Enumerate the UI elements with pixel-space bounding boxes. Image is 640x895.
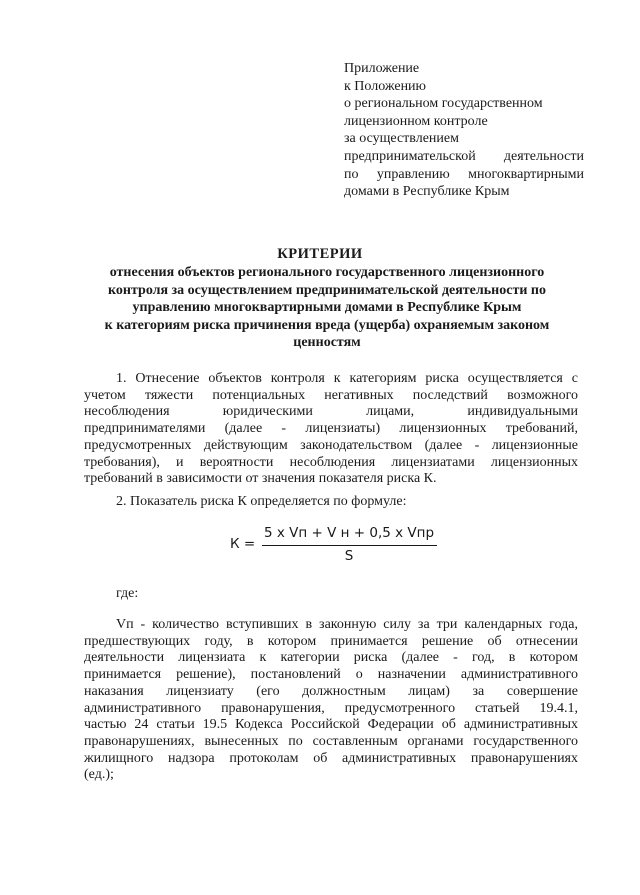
subtitle-line: контроля за осуществлением предпринимательской деятельности по [108, 282, 546, 298]
paragraph-line: правонарушениях, вынесенных по составленным органами государственного [84, 733, 578, 749]
paragraph-1 [84, 371, 578, 488]
appendix-line: домами в Республике Крым [344, 184, 510, 200]
where-label: где: [116, 586, 139, 601]
fraction-bar [262, 545, 437, 546]
paragraph-line: (ед.); [84, 767, 114, 783]
appendix-line: Приложение [344, 61, 420, 76]
document-title: КРИТЕРИИ [277, 246, 363, 262]
paragraph-3 [84, 617, 578, 784]
paragraph-line: деятельности лицензиата к категории риска (далее - год, в котором [84, 650, 578, 666]
risk-formula [230, 524, 440, 564]
paragraph-line: требования), и вероятности несоблюдения лицензиатами лицензионных [84, 454, 578, 470]
formula-denominator: S [344, 548, 354, 564]
appendix-line: за осуществлением [344, 131, 459, 147]
subtitle-line: управлению многоквартирными домами в Республике Крым [132, 300, 522, 315]
paragraph-line: принимается решение), постановлений о назначении административного [84, 667, 578, 683]
paragraph-line: предшествующих году, в котором принимается решение об отнесении [84, 633, 578, 649]
appendix-line: лицензионном контроле [344, 113, 488, 129]
subtitle-line: к категориям риска причинения вреда (ущерба) охраняемым законом [104, 317, 550, 333]
paragraph-line: наказания лицензиату (его должностным лицам) за совершение [84, 683, 578, 699]
paragraph-line: несоблюдения юридическими лицами, индивидуальными [84, 404, 578, 420]
paragraph-line: 1. Отнесение объектов контроля к категориям риска осуществляется с [116, 371, 578, 386]
paragraph-line: предусмотренных действующим законодательством (далее - лицензионные [84, 437, 578, 453]
document-subtitle [86, 264, 568, 352]
formula-lhs: К = [230, 536, 256, 552]
paragraph-line: частью 24 статьи 19.5 Кодекса Российской Федерации об административных [84, 717, 578, 733]
paragraph-line: учетом тяжести потенциальных негативных последствий возможного [84, 387, 578, 403]
appendix-header [344, 60, 584, 201]
paragraph-2: 2. Показатель риска К определяется по формуле: [116, 494, 407, 509]
formula-numerator: 5 x Vп + V н + 0,5 x Vпр [264, 525, 435, 541]
appendix-line: к Положению [344, 78, 427, 94]
appendix-line: о региональном государственном [344, 96, 543, 112]
paragraph-line: жилищного надзора протоколам об административных правонарушениях [84, 750, 578, 766]
paragraph-line: предпринимателями (далее - лицензиаты) лицензионных требований, [84, 421, 578, 437]
subtitle-line: ценностям [293, 335, 361, 350]
appendix-line: предпринимательской деятельности [344, 148, 584, 164]
paragraph-line: административного правонарушения, предусмотренного статьей 19.4.1, [84, 700, 578, 716]
paragraph-line: требований в зависимости от значения показателя риска К. [84, 471, 437, 487]
subtitle-line: отнесения объектов регионального государственного лицензионного [109, 265, 545, 280]
paragraph-line: Vп - количество вступивших в законную силу за три календарных года, [116, 617, 578, 632]
appendix-line: по управлению многоквартирными [344, 166, 584, 182]
